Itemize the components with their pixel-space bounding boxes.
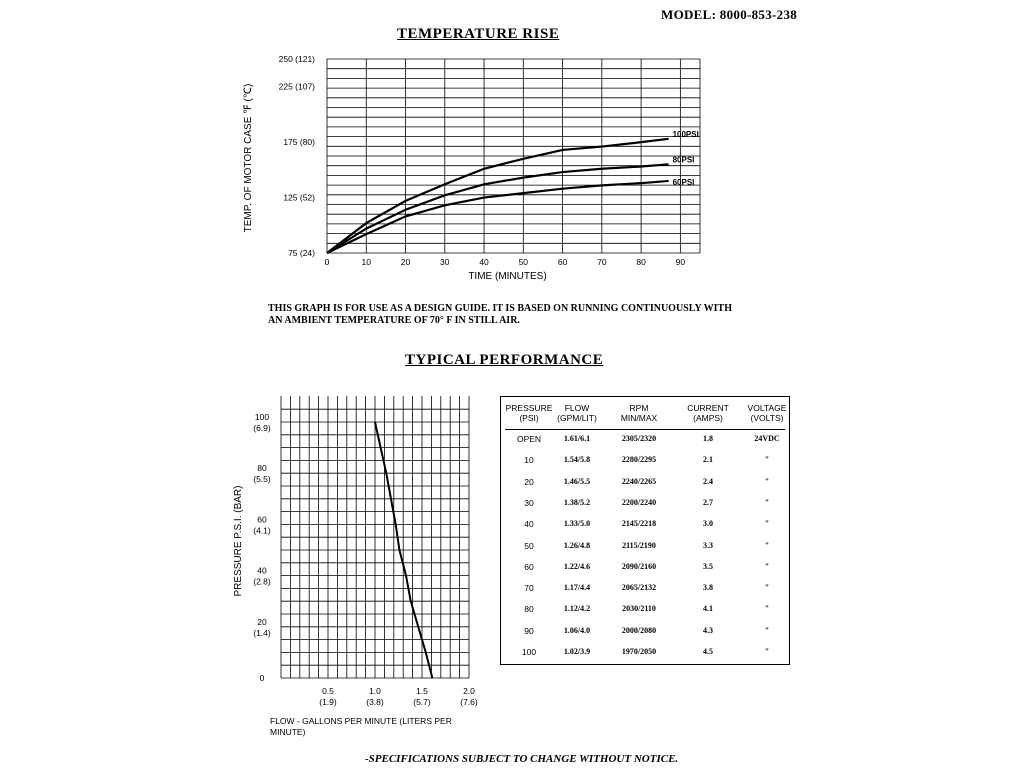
pressure-x-axis-label-cont: MINUTE) (270, 727, 306, 737)
temp-y-tick-label: 175 (80) (283, 137, 315, 148)
table-cell: " (764, 540, 770, 550)
table-cell: " (764, 497, 770, 507)
temperature-rise-title: TEMPERATURE RISE (397, 26, 560, 42)
table-cell: " (764, 647, 770, 656)
pressure-y-tick-sublabel: (6.9) (253, 423, 271, 433)
table-header-cell: VOLTAGE (VOLTS) (747, 403, 787, 423)
table-cell: 1.22/4.6 (563, 561, 591, 571)
table-cell: 1.38/5.2 (563, 497, 591, 507)
pressure-y-tick-sublabel: (4.1) (253, 525, 271, 536)
table-cell: 1.02/3.9 (563, 647, 591, 656)
table-header-cell: PRESSURE (PSI) (505, 403, 553, 423)
table-cell: 10 (524, 455, 534, 466)
pressure-x-tick-sublabel: (3.8) (366, 697, 384, 707)
temp-x-tick-label: 30 (440, 257, 450, 267)
pressure-y-tick-label: 20 (257, 616, 267, 627)
table-cell: 1.26/4.8 (563, 540, 591, 550)
table-header-cell: FLOW (GPM/LIT) (557, 403, 597, 423)
table-cell: " (764, 561, 770, 571)
pressure-x-tick-sublabel: (7.6) (460, 697, 478, 707)
model-number: MODEL: 8000-853-238 (661, 7, 798, 22)
table-cell: 2000/2080 (621, 625, 657, 635)
pressure-x-tick-sublabel: (5.7) (413, 697, 431, 707)
table-cell: 100 (521, 647, 537, 657)
table-cell: " (764, 476, 770, 486)
table-cell: 24VDC (754, 434, 780, 443)
table-cell: 1.12/4.2 (563, 604, 591, 614)
table-cell: 40 (524, 519, 534, 530)
table-cell: 3.5 (703, 561, 713, 571)
pressure-y-tick-label: 0 (259, 673, 265, 683)
table-cell: 2305/2320 (621, 434, 657, 443)
temp-x-tick-label: 60 (557, 257, 568, 267)
table-cell: 50 (524, 540, 534, 551)
table-cell: 2240/2265 (621, 476, 657, 486)
table-cell: 70 (524, 583, 534, 594)
table-cell: 90 (524, 625, 534, 636)
design-note-line-1: THIS GRAPH IS FOR USE AS A DESIGN GUIDE. IT IS BASED ON RUNNING CONTINUOUSLY WITH (268, 303, 733, 314)
design-note-line-2: AN AMBIENT TEMPERATURE OF 70° F IN STILL AIR. (268, 314, 520, 326)
pressure-x-tick-label: 2.0 (463, 686, 475, 696)
table-cell: 2.1 (703, 455, 713, 465)
table-cell: 1.17/4.4 (563, 583, 591, 593)
temp-y-tick-label: 125 (52) (283, 192, 315, 203)
pressure-y-tick-sublabel: (2.8) (253, 576, 271, 587)
pressure-x-tick-label: 1.5 (416, 686, 428, 696)
table-cell: 4.1 (703, 604, 713, 614)
pressure-y-tick-label: 40 (257, 565, 267, 576)
table-cell: 3.0 (703, 519, 713, 529)
temp-x-tick-label: 0 (324, 257, 330, 267)
table-cell: 20 (524, 476, 534, 487)
temp-series-label: 100PSI (672, 129, 699, 139)
table-cell: 2030/2110 (622, 604, 656, 614)
pressure-y-tick-label: 80 (257, 463, 267, 474)
table-cell: 30 (524, 497, 534, 508)
temp-x-tick-label: 20 (400, 257, 411, 267)
temp-x-axis-label: TIME (MINUTES) (468, 271, 547, 282)
design-note (268, 303, 788, 326)
table-cell: 2115/2190 (622, 540, 656, 550)
table-cell: 2090/2160 (621, 561, 657, 571)
table-cell: 1.33/5.0 (563, 519, 591, 529)
temp-series-label: 60PSI (672, 177, 695, 187)
table-header-cell: RPM MIN/MAX (620, 403, 658, 423)
table-cell: 4.3 (703, 625, 713, 635)
temp-x-tick-label: 40 (479, 257, 489, 267)
table-cell: 1.46/5.5 (563, 476, 591, 486)
pressure-y-tick-sublabel: (1.4) (253, 627, 271, 638)
temp-x-tick-label: 10 (361, 257, 371, 267)
table-cell: " (764, 455, 770, 465)
table-header-divider (505, 429, 785, 430)
pressure-y-axis-label: PRESSURE P.S.I. (BAR) (233, 485, 244, 597)
table-cell: 2.7 (703, 497, 713, 507)
pressure-y-tick-label: 100 (254, 412, 270, 422)
pressure-x-tick-sublabel: (1.9) (319, 697, 337, 707)
table-cell: 3.3 (703, 540, 713, 550)
table-cell: " (764, 519, 770, 529)
temp-y-tick-label: 250 (121) (278, 54, 315, 64)
temp-series-line-1 (327, 164, 669, 253)
pressure-x-tick-label: 0.5 (322, 686, 334, 696)
table-cell: 2200/2240 (621, 497, 657, 507)
table-cell: " (764, 604, 770, 614)
table-cell: 1.61/6.1 (563, 434, 591, 443)
temp-series-label: 80PSI (672, 155, 695, 165)
pressure-y-tick-label: 60 (257, 514, 267, 525)
temp-y-tick-label: 225 (107) (278, 81, 315, 92)
table-cell: 4.5 (703, 647, 713, 656)
performance-table (500, 396, 790, 665)
temp-y-tick-label: 75 (24) (288, 248, 315, 258)
table-cell: 3.8 (703, 583, 713, 593)
table-cell: 2.4 (703, 476, 713, 486)
table-cell: " (764, 625, 770, 635)
temp-x-tick-label: 90 (675, 257, 686, 267)
temp-x-tick-label: 50 (518, 257, 529, 267)
pressure-x-axis-label: FLOW - GALLONS PER MINUTE (LITERS PER (270, 716, 452, 726)
pressure-y-tick-sublabel: (5.5) (253, 474, 271, 485)
table-cell: 1.8 (703, 434, 713, 443)
typical-performance-title: TYPICAL PERFORMANCE (405, 352, 604, 368)
table-cell: 2280/2295 (621, 455, 657, 465)
footer-note: -SPECIFICATIONS SUBJECT TO CHANGE WITHOUT NOTICE. (365, 753, 679, 765)
table-cell: 2145/2218 (621, 519, 657, 529)
temp-x-tick-label: 70 (597, 257, 607, 267)
table-cell: 1.54/5.8 (563, 455, 591, 465)
pressure-x-tick-label: 1.0 (369, 686, 381, 696)
temp-y-axis-label: TEMP. OF MOTOR CASE ℉ (℃) (243, 83, 254, 233)
table-header-cell: CURRENT (AMPS) (687, 403, 729, 423)
table-cell: 2065/2132 (621, 583, 657, 593)
table-cell: 1970/2050 (621, 647, 657, 656)
table-cell: 1.06/4.0 (563, 625, 591, 635)
table-cell: " (764, 583, 770, 593)
temp-x-tick-label: 80 (636, 257, 646, 267)
table-cell: OPEN (516, 434, 542, 444)
table-cell: 60 (524, 561, 534, 572)
table-cell: 80 (524, 604, 534, 615)
